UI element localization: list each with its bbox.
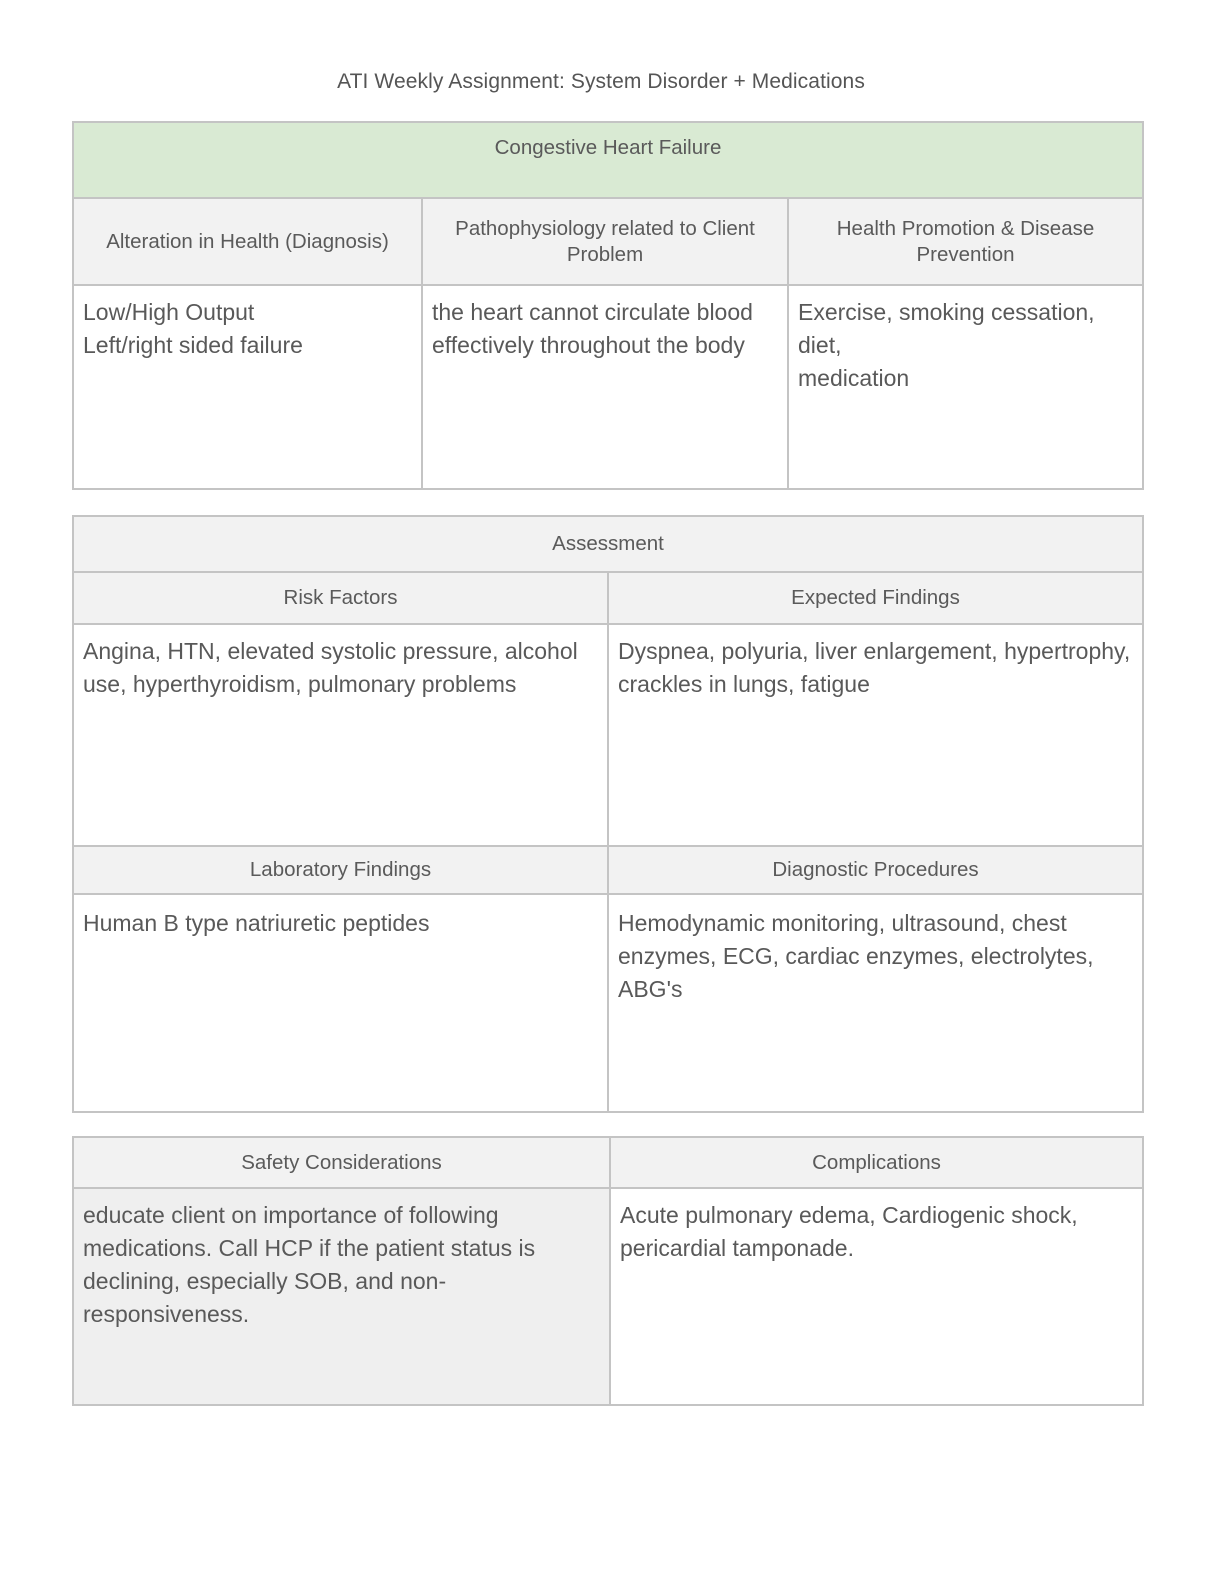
complications-line2: pericardial tamponade. [620, 1235, 854, 1261]
laboratory-findings-content [73, 894, 608, 1112]
safety-considerations-header: Safety Considerations [73, 1137, 610, 1188]
safety-considerations-line2: medications. Call HCP if the patient status is [83, 1235, 536, 1261]
pathophysiology-header [422, 198, 788, 285]
disorder-name: Congestive Heart Failure [73, 122, 1143, 198]
health-promotion-header-line1: Health Promotion & Disease [836, 216, 1095, 240]
diagnostic-procedures-header: Diagnostic Procedures [608, 846, 1143, 894]
disorder-table [72, 121, 1144, 490]
expected-findings-line1: Dyspnea, polyuria, liver enlargement, hypertrophy, [618, 638, 1131, 664]
risk-factors-line2: use, hyperthyroidism, pulmonary problems [83, 671, 517, 697]
alteration-line2: Left/right sided failure [83, 332, 303, 358]
safety-considerations-line1: educate client on importance of following [83, 1202, 499, 1228]
assessment-title: Assessment [73, 516, 1143, 572]
pathophysiology-content [422, 285, 788, 489]
pathophysiology-header-line2: Problem [566, 242, 644, 266]
health-promotion-header [788, 198, 1143, 285]
diagnostic-procedures-line2: enzymes, ECG, cardiac enzymes, electrolytes, [618, 943, 1094, 969]
risk-factors-content [73, 624, 608, 846]
safety-considerations-content [73, 1188, 610, 1405]
expected-findings-header: Expected Findings [608, 572, 1143, 624]
complications-line1: Acute pulmonary edema, Cardiogenic shock, [620, 1202, 1078, 1228]
pathophysiology-line1: the heart cannot circulate blood [432, 299, 753, 325]
alteration-line1: Low/High Output [83, 299, 255, 325]
pathophysiology-header-line1: Pathophysiology related to Client [455, 216, 755, 240]
document-title: ATI Weekly Assignment: System Disorder + Medications [337, 70, 865, 93]
laboratory-findings-line1: Human B type natriuretic peptides [83, 910, 430, 936]
safety-considerations-line3: declining, especially SOB, and non-responsiveness. [83, 1268, 447, 1327]
diagnostic-procedures-content [608, 894, 1143, 1112]
alteration-header [73, 198, 422, 285]
assessment-table [72, 515, 1144, 1113]
health-promotion-content [788, 285, 1143, 489]
laboratory-findings-header: Laboratory Findings [73, 846, 608, 894]
alteration-content [73, 285, 422, 489]
safety-table [72, 1136, 1144, 1406]
risk-factors-header: Risk Factors [73, 572, 608, 624]
diagnostic-procedures-line3: ABG's [618, 976, 683, 1002]
health-promotion-header-line2: Prevention [916, 242, 1015, 266]
diagnostic-procedures-line1: Hemodynamic monitoring, ultrasound, chest [618, 910, 1067, 936]
complications-content [610, 1188, 1143, 1405]
health-promotion-line2: medication [798, 365, 910, 391]
alteration-header-text: Alteration in Health (Diagnosis) [106, 229, 389, 253]
pathophysiology-line2: effectively throughout the body [432, 332, 745, 358]
expected-findings-line2: crackles in lungs, fatigue [618, 671, 870, 697]
complications-header: Complications [610, 1137, 1143, 1188]
expected-findings-content [608, 624, 1143, 846]
health-promotion-line1: Exercise, smoking cessation, diet, [798, 299, 1095, 358]
risk-factors-line1: Angina, HTN, elevated systolic pressure, alcohol [83, 638, 578, 664]
